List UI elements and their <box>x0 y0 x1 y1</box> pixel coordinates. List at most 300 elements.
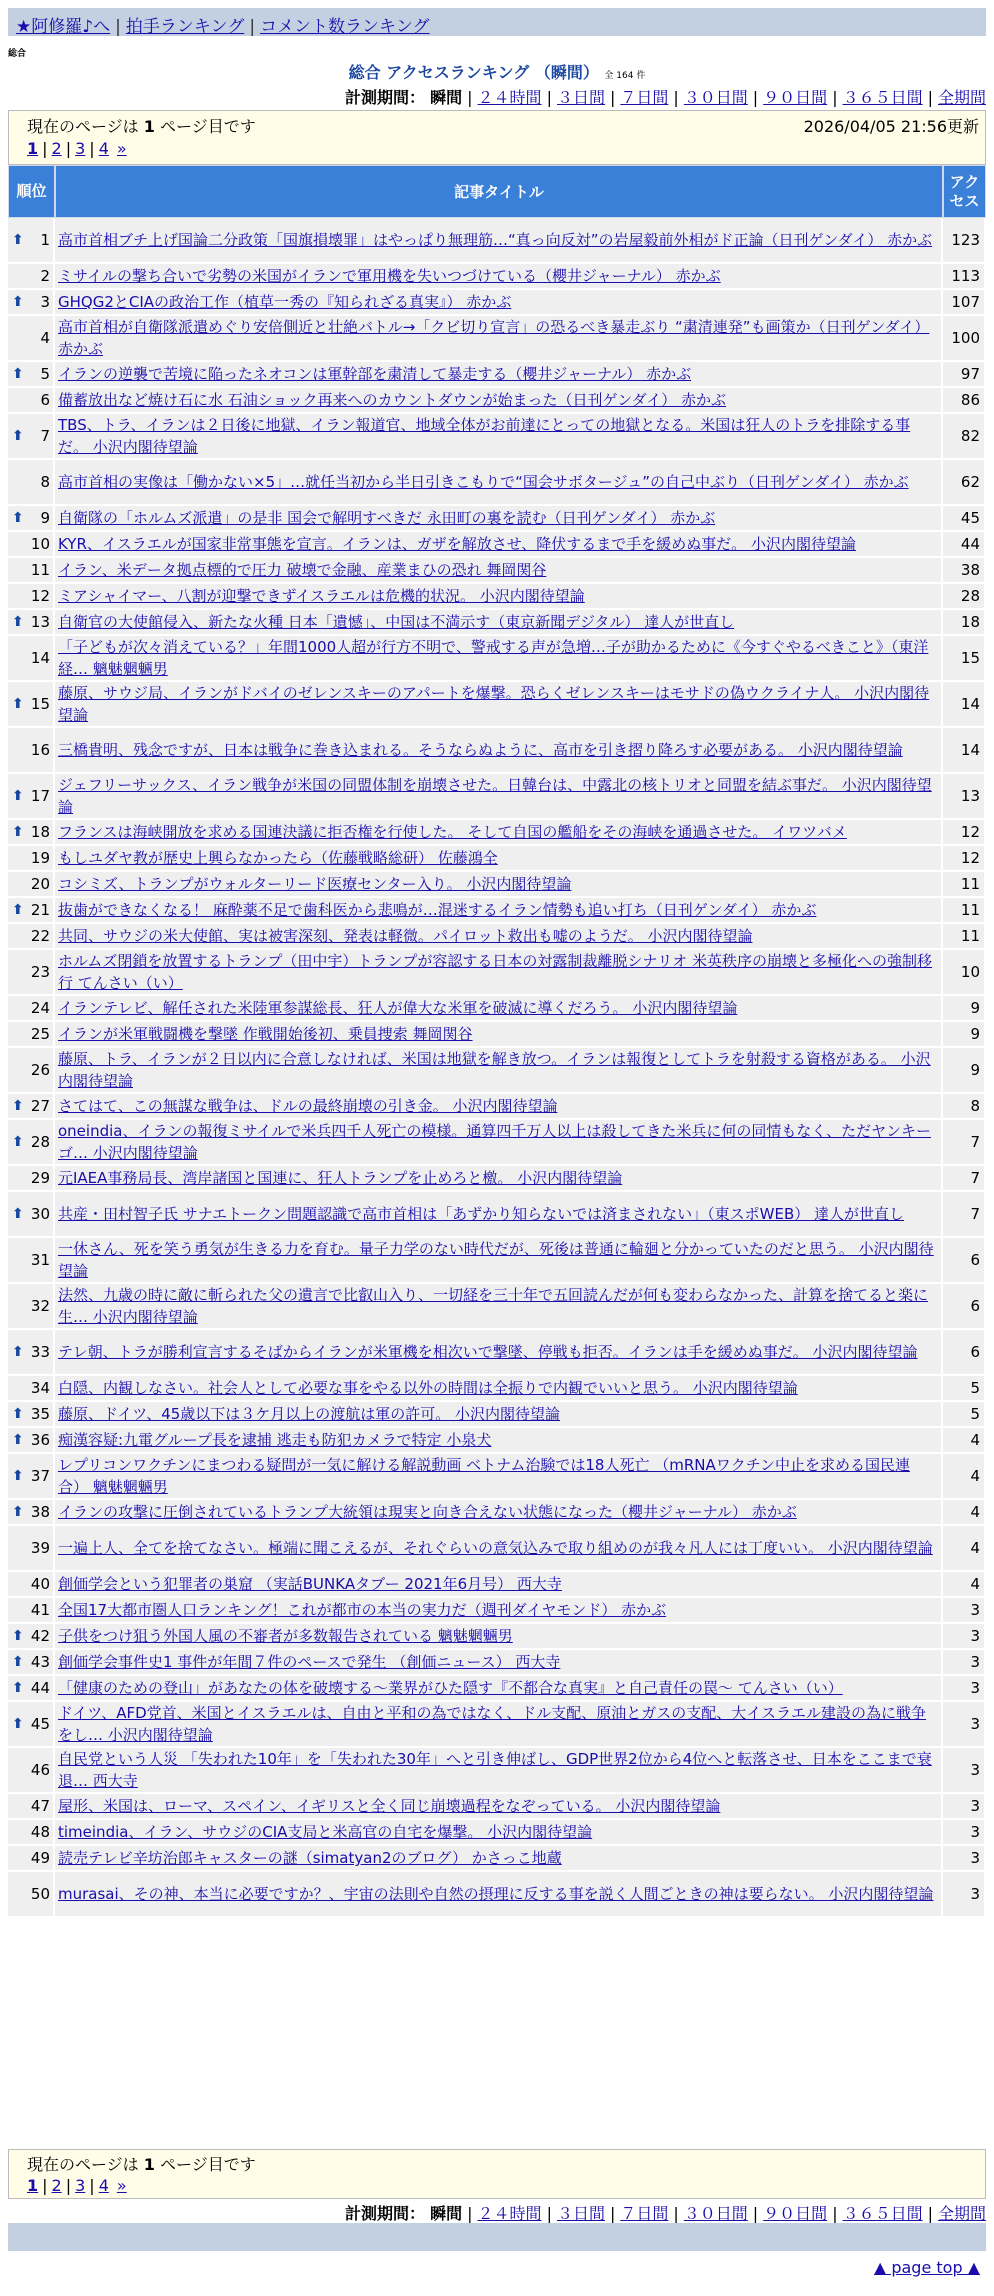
title-cell <box>55 1794 943 1820</box>
title-cell <box>55 1748 943 1794</box>
rank-cell <box>8 846 55 872</box>
rank-cell <box>8 1376 55 1402</box>
article-title-link[interactable]: 藤原、サウジ局、イランがドバイのゼレンスキーのアパートを爆撃。恐らくゼレンスキーはモサドの偽ウクライナ人。 小沢内閣待望論 <box>58 684 930 724</box>
pager-page-2[interactable]: 2 <box>51 2176 62 2195</box>
access-count: 11 <box>943 924 986 950</box>
period-link-30d[interactable]: ３０日間 <box>683 2204 748 2223</box>
rank-number: 18 <box>30 823 50 841</box>
rank-cell <box>8 872 55 898</box>
access-count: 5 <box>943 1402 986 1428</box>
rank-number: 13 <box>30 613 50 631</box>
article-title-link[interactable]: 高市首相が自衛隊派遣めぐり安倍側近と壮絶バトル→「クビ切り宣言」の恐るべき暴走ぶり “粛清連発”も画策か（日刊ゲンダイ） 赤かぶ <box>58 318 930 358</box>
rank-cell <box>8 1794 55 1820</box>
rank-number: 10 <box>30 535 50 553</box>
rank-cell <box>8 316 55 362</box>
access-count: 3 <box>943 1676 986 1702</box>
article-title-link[interactable]: レプリコンワクチンにまつわる疑問が一気に解ける解説動画 ベトナム治験では18人死亡 （mRNAワクチン中止を求める国民連合） 魑魅魍魎男 <box>58 1456 910 1496</box>
rank-number: 25 <box>30 1025 50 1043</box>
rank-number: 32 <box>30 1297 50 1315</box>
title-cell <box>55 1676 943 1702</box>
article-title-link[interactable]: 屋形、米国は、ローマ、スペイン、イギリスと全く同じ崩壊過程をなぞっている。 小沢内閣待望論 <box>58 1797 721 1815</box>
table-row <box>8 1022 986 1048</box>
current-page-text: 現在のページは 1 ページ目です <box>27 117 256 136</box>
period-link-3d[interactable]: ３日間 <box>556 2204 605 2223</box>
period-link-365d[interactable]: ３６５日間 <box>842 88 923 107</box>
article-title-link[interactable]: 子供をつけ狙う外国人風の不審者が多数報告されている 魑魅魍魎男 <box>58 1627 513 1645</box>
title-cell <box>55 264 943 290</box>
up-arrow-icon: ⬆ <box>12 1432 24 1448</box>
article-title-link[interactable]: 共同、サウジの米大使館、実は被害深刻、発表は軽微。パイロット救出も嘘のようだ。 小沢内閣待望論 <box>58 927 753 945</box>
table-row <box>8 1094 986 1120</box>
pager-page-4[interactable]: 4 <box>98 2176 109 2195</box>
title-cell <box>55 1624 943 1650</box>
table-row <box>8 460 986 506</box>
rank-number: 3 <box>40 293 50 311</box>
access-count: 7 <box>943 1166 986 1192</box>
article-title-link[interactable]: 「子どもが次々消えている？」年間1000人超が行方不明で、警戒する声が急増…子が助かるために《今すぐやるべきこと》（東洋経… 魑魅魍魎男 <box>58 638 929 678</box>
access-count: 3 <box>943 1702 986 1748</box>
pager-page-4[interactable]: 4 <box>98 139 109 158</box>
rank-cell <box>8 774 55 820</box>
period-selector-top: 計測期間： 瞬間 | ２４時間 | ３日間 | ７日間 | ３０日間 | ９０日間 | ３６５日間 | 全期間 <box>345 88 986 107</box>
rank-cell <box>8 1500 55 1526</box>
article-title-link[interactable]: フランスは海峡開放を求める国連決議に拒否権を行使した。 そして自国の艦船をその海峡を通過させた。 イワツバメ <box>58 823 847 841</box>
article-title-link[interactable]: ジェフリーサックス、イラン戦争が米国の同盟体制を崩壊させた。日韓台は、中露北の核トリオと同盟を結ぶ事だ。 小沢内閣待望論 <box>58 776 932 816</box>
rank-cell <box>8 1676 55 1702</box>
col-title-header: 記事タイトル <box>55 165 943 218</box>
up-arrow-icon: ⬆ <box>12 1654 24 1670</box>
title-cell <box>55 1120 943 1166</box>
title-cell <box>55 950 943 996</box>
table-row <box>8 950 986 996</box>
table-row <box>8 506 986 532</box>
access-count: 45 <box>943 506 986 532</box>
access-count: 9 <box>943 996 986 1022</box>
title-cell <box>55 1820 943 1846</box>
title-cell <box>55 532 943 558</box>
access-count: 5 <box>943 1376 986 1402</box>
rank-cell <box>8 1048 55 1094</box>
rank-cell <box>8 1598 55 1624</box>
period-link-24h[interactable]: ２４時間 <box>477 2204 542 2223</box>
access-count: 11 <box>943 898 986 924</box>
page-info-bottom <box>8 2149 986 2199</box>
rank-number: 9 <box>40 509 50 527</box>
title-cell <box>55 820 943 846</box>
table-row <box>8 532 986 558</box>
rank-cell <box>8 682 55 728</box>
title-cell <box>55 1376 943 1402</box>
title-cell <box>55 218 943 264</box>
pager-page-2[interactable]: 2 <box>51 139 62 158</box>
title-cell <box>55 924 943 950</box>
rank-number: 37 <box>30 1467 50 1485</box>
rank-cell <box>8 1624 55 1650</box>
title-cell <box>55 1702 943 1748</box>
table-row <box>8 1872 986 1918</box>
title-cell <box>55 1330 943 1376</box>
title-cell <box>55 1022 943 1048</box>
rank-cell <box>8 1284 55 1330</box>
ranking-title <box>0 60 994 83</box>
title-cell <box>55 1192 943 1238</box>
rank-cell <box>8 1526 55 1572</box>
rank-cell <box>8 1166 55 1192</box>
article-title-link[interactable]: 法然、九歳の時に敵に斬られた父の遺言で比叡山入り、一切経を三十年で五回読んだが何も変わらなかった、計算を捨てると楽に生… 小沢内閣待望論 <box>58 1286 929 1326</box>
rank-number: 41 <box>30 1601 50 1619</box>
rank-number: 5 <box>40 365 50 383</box>
up-arrow-icon: ⬆ <box>12 1344 24 1360</box>
up-arrow-icon: ⬆ <box>12 614 24 630</box>
access-count: 10 <box>943 950 986 996</box>
up-arrow-icon: ⬆ <box>12 1628 24 1644</box>
rank-cell <box>8 1428 55 1454</box>
rank-number: 17 <box>30 787 50 805</box>
up-arrow-icon: ⬆ <box>12 1716 24 1732</box>
article-title-link[interactable]: 高市首相の実像は「働かない×5」…就任当初から半日引きこもりで“国会サボタージュ”の自己中ぶり（日刊ゲンダイ） 赤かぶ <box>58 473 909 491</box>
access-count: 113 <box>943 264 986 290</box>
rank-number: 50 <box>30 1885 50 1903</box>
table-row <box>8 584 986 610</box>
article-title-link[interactable]: もしユダヤ教が歴史上興らなかったら（佐藤戦略総研） 佐藤鴻全 <box>58 849 498 867</box>
col-rank-header: 順位 <box>8 165 55 218</box>
article-title-link[interactable]: 三橋貴明、残念ですが、日本は戦争に巻き込まれる。そうならぬように、高市を引き摺り降ろす必要がある。 小沢内閣待望論 <box>58 741 903 759</box>
rank-number: 14 <box>30 649 50 667</box>
bottom-bar <box>8 2223 986 2251</box>
current-page-text-bottom: 現在のページは 1 ページ目です <box>27 2155 256 2174</box>
period-link-all[interactable]: 全期間 <box>937 2204 986 2223</box>
table-row <box>8 1846 986 1872</box>
access-count: 14 <box>943 728 986 774</box>
title-cell <box>55 558 943 584</box>
table-row <box>8 1748 986 1794</box>
rank-number: 4 <box>40 329 50 347</box>
table-row <box>8 924 986 950</box>
rank-cell <box>8 362 55 388</box>
access-count: 18 <box>943 610 986 636</box>
access-count: 3 <box>943 1748 986 1794</box>
pager-page-3[interactable]: 3 <box>75 2176 86 2195</box>
article-title-link[interactable]: 自民党という人災 「失われた10年」を「失われた30年」へと引き伸ばし、GDP世界2位から4位へと転落させ、日本をここまで衰退… 西大寺 <box>58 1750 932 1790</box>
pager-next[interactable]: » <box>116 139 127 158</box>
access-count: 123 <box>943 218 986 264</box>
table-row <box>8 610 986 636</box>
article-title-link[interactable]: ミアシャイマー、八割が迎撃できずイスラエルは危機的状況。 小沢内閣待望論 <box>58 587 585 605</box>
title-cell <box>55 1428 943 1454</box>
rank-number: 47 <box>30 1797 50 1815</box>
rank-number: 43 <box>30 1653 50 1671</box>
title-cell <box>55 728 943 774</box>
table-row <box>8 264 986 290</box>
rank-number: 27 <box>30 1097 50 1115</box>
rank-cell <box>8 1192 55 1238</box>
up-arrow-icon: ⬆ <box>12 824 24 840</box>
rank-cell <box>8 1650 55 1676</box>
title-cell <box>55 1238 943 1284</box>
category-label: 総合 <box>8 49 27 59</box>
table-row <box>8 636 986 682</box>
period-link-7d[interactable]: ７日間 <box>620 88 669 107</box>
title-cell <box>55 846 943 872</box>
table-row <box>8 218 986 264</box>
article-title-link[interactable]: oneindia、イランの報復ミサイルで米兵四千人死亡の模様。通算四千万人以上は殺してきた米兵に何の同情もなく、ただヤンキーゴ… 小沢内閣待望論 <box>58 1122 931 1162</box>
rank-number: 45 <box>30 1715 50 1733</box>
table-row <box>8 1192 986 1238</box>
period-link-365d[interactable]: ３６５日間 <box>842 2204 923 2223</box>
title-cell <box>55 774 943 820</box>
rank-cell <box>8 1022 55 1048</box>
article-title-link[interactable]: コシミズ、トランプがウォルターリード医療センター入り。 小沢内閣待望論 <box>58 875 572 893</box>
access-count: 3 <box>943 1624 986 1650</box>
title-cell <box>55 872 943 898</box>
up-arrow-icon: ⬆ <box>12 428 24 444</box>
rank-number: 35 <box>30 1405 50 1423</box>
article-title-link[interactable]: 読売テレビ辛坊治郎キャスターの謎（simatyan2のブログ） かさっこ地蔵 <box>58 1849 562 1867</box>
table-row <box>8 414 986 460</box>
pager-page-1[interactable]: 1 <box>27 139 39 158</box>
rank-number: 26 <box>30 1061 50 1079</box>
rank-cell <box>8 996 55 1022</box>
article-title-link[interactable]: 「健康のための登山」があなたの体を破壊する〜業界がひた隠す『不都合な真実』と自己責任の罠〜 てんさい（い） <box>58 1679 843 1697</box>
article-title-link[interactable]: 痴漢容疑:九電グループ長を逮捕 逃走も防犯カメラで特定 小泉犬 <box>58 1431 492 1449</box>
rank-number: 22 <box>30 927 50 945</box>
table-row <box>8 872 986 898</box>
up-arrow-icon: ⬆ <box>12 510 24 526</box>
title-cell <box>55 1872 943 1918</box>
rank-number: 40 <box>30 1575 50 1593</box>
article-title-link[interactable]: 藤原、トラ、イランが２日以内に合意しなければ、米国は地獄を解き放つ。イランは報復としてトラを射殺する資格がある。 小沢内閣待望論 <box>58 1050 931 1090</box>
title-cell <box>55 1094 943 1120</box>
rank-number: 7 <box>40 427 50 445</box>
article-title-link[interactable]: 白隠、内観しなさい。社会人として必要な事をやる以外の時間は全振りで内観でいいと思う。 小沢内閣待望論 <box>58 1379 798 1397</box>
period-link-90d[interactable]: ９０日間 <box>763 2204 828 2223</box>
rank-cell <box>8 218 55 264</box>
access-count: 3 <box>943 1872 986 1918</box>
up-arrow-icon: ⬆ <box>12 902 24 918</box>
table-row <box>8 846 986 872</box>
article-title-link[interactable]: 一遍上人、全てを捨てなさい。極端に聞こえるが、それぐらいの意気込みで取り組めのが我々凡人には丁度いい。 小沢内閣待望論 <box>58 1539 933 1557</box>
access-count: 28 <box>943 584 986 610</box>
rank-cell <box>8 820 55 846</box>
up-arrow-icon: ⬆ <box>12 232 24 248</box>
article-title-link[interactable]: 創価学会事件史1 事件が年間７件のペースで発生 （創価ニュース） 西大寺 <box>58 1653 561 1671</box>
period-instant-current: 瞬間 <box>430 88 463 107</box>
article-title-link[interactable]: TBS、トラ、イランは２日後に地獄、イラン報道官、地域全体がお前達にとっての地獄となる。米国は狂人のトラを排除する事だ。 小沢内閣待望論 <box>58 416 911 456</box>
table-row <box>8 898 986 924</box>
article-title-link[interactable]: 抜歯ができなくなる！ 麻酔薬不足で歯科医から悲鳴が…混迷するイラン情勢も追い打ち（日刊ゲンダイ） 赤かぶ <box>58 901 817 919</box>
access-count: 44 <box>943 532 986 558</box>
pager-bottom: 1 | 2 | 3 | 4 » <box>27 2176 127 2195</box>
period-link-7d[interactable]: ７日間 <box>620 2204 669 2223</box>
rank-cell <box>8 506 55 532</box>
access-count: 107 <box>943 290 986 316</box>
access-count: 6 <box>943 1330 986 1376</box>
access-count: 38 <box>943 558 986 584</box>
access-count: 100 <box>943 316 986 362</box>
rank-cell <box>8 1572 55 1598</box>
access-count: 12 <box>943 820 986 846</box>
article-title-link[interactable]: timeindia、イラン、サウジのCIA支局と米高官の自宅を爆撃。 小沢内閣待望論 <box>58 1823 593 1841</box>
article-title-link[interactable]: 備蓄放出など焼け石に水 石油ショック再来へのカウントダウンが始まった（日刊ゲンダイ） 赤かぶ <box>58 391 727 409</box>
period-link-30d[interactable]: ３０日間 <box>683 88 748 107</box>
up-arrow-icon: ⬆ <box>12 1680 24 1696</box>
rank-number: 39 <box>30 1539 50 1557</box>
article-title-link[interactable]: 一休さん、死を笑う勇気が生きる力を育む。量子力学のない時代だが、死後は普通に輪廻と分かっていたのだと思う。 小沢内閣待望論 <box>58 1240 934 1280</box>
rank-cell <box>8 1330 55 1376</box>
article-title-link[interactable]: ドイツ、AFD党首、米国とイスラエルは、自由と平和の為ではなく、ドル支配、原油とガスの支配、大イスラエル建設の為に戦争をし… 小沢内閣待望論 <box>58 1704 927 1744</box>
access-count: 4 <box>943 1428 986 1454</box>
article-title-link[interactable]: イランが米軍戦闘機を撃墜 作戦開始後初、乗員捜索 舞岡関谷 <box>58 1025 473 1043</box>
article-title-link[interactable]: 自衛官の大使館侵入、新たな火種 日本「遺憾」、中国は不満示す（東京新聞デジタル） 達人が世直し <box>58 613 735 631</box>
access-count: 6 <box>943 1284 986 1330</box>
pager-page-1[interactable]: 1 <box>27 2176 39 2195</box>
article-title-link[interactable]: ホルムズ閉鎖を放置するトランプ（田中宇）トランプが容認する日本の対露制裁離脱シナリオ 米英秩序の崩壊と多極化への強制移行 てんさい（い） <box>58 952 933 992</box>
page-top-link[interactable]: ▲ page top ▲ <box>873 2258 980 2277</box>
rank-number: 33 <box>30 1343 50 1361</box>
article-title-link[interactable]: 自衛隊の「ホルムズ派遣」の是非 国会で解明すべきだ 永田町の裏を読む（日刊ゲンダイ） 赤かぶ <box>58 509 716 527</box>
title-cell <box>55 682 943 728</box>
table-row <box>8 774 986 820</box>
up-arrow-icon: ⬆ <box>12 696 24 712</box>
title-cell <box>55 898 943 924</box>
rank-cell <box>8 898 55 924</box>
article-title-link[interactable]: イランの逆襲で苦境に陥ったネオコンは軍幹部を粛清して暴走する（櫻井ジャーナル） 赤かぶ <box>58 365 692 383</box>
title-cell <box>55 316 943 362</box>
period-selector-bottom: 計測期間： 瞬間 | ２４時間 | ３日間 | ７日間 | ３０日間 | ９０日間 | ３６５日間 | 全期間 <box>345 2204 986 2223</box>
rank-number: 20 <box>30 875 50 893</box>
table-row <box>8 558 986 584</box>
pager-top: 1 | 2 | 3 | 4 » <box>27 139 127 158</box>
table-row <box>8 388 986 414</box>
period-link-3d[interactable]: ３日間 <box>556 88 605 107</box>
table-row <box>8 290 986 316</box>
access-count: 82 <box>943 414 986 460</box>
article-title-link[interactable]: KYR、イスラエルが国家非常事態を宣言。イランは、ガザを解放させ、降伏するまで手を緩めぬ事だ。 小沢内閣待望論 <box>58 535 857 553</box>
rank-number: 46 <box>30 1761 50 1779</box>
article-title-link[interactable]: 元IAEA事務局長、湾岸諸国と国連に、狂人トランプを止めろと檄。 小沢内閣待望論 <box>58 1169 623 1187</box>
up-arrow-icon: ⬆ <box>12 1406 24 1422</box>
access-count: 4 <box>943 1526 986 1572</box>
title-cell <box>55 1500 943 1526</box>
title-cell <box>55 1598 943 1624</box>
nav-link-clap-ranking[interactable]: 拍手ランキング <box>125 17 245 37</box>
pager-page-3[interactable]: 3 <box>75 139 86 158</box>
article-title-link[interactable]: 高市首相ブチ上げ国論二分政策「国旗損壊罪」はやっぱり無理筋…“真っ向反対”の岩屋毅前外相がド正論（日刊ゲンダイ） 赤かぶ <box>58 231 933 249</box>
update-datetime: 2026/04/05 21:56更新 <box>803 117 979 136</box>
rank-number: 42 <box>30 1627 50 1645</box>
rank-cell <box>8 414 55 460</box>
table-row <box>8 1500 986 1526</box>
article-title-link[interactable]: 全国17大都市圏人口ランキング！これが都市の本当の実力だ（週刊ダイヤモンド） 赤かぶ <box>58 1601 667 1619</box>
rank-number: 16 <box>30 741 50 759</box>
rank-cell <box>8 1094 55 1120</box>
rank-number: 49 <box>30 1849 50 1867</box>
table-row <box>8 1428 986 1454</box>
nav-link-comment-ranking[interactable]: コメント数ランキング <box>260 17 430 37</box>
table-row <box>8 1794 986 1820</box>
title-cell <box>55 1846 943 1872</box>
page-info-top <box>8 110 986 165</box>
access-count: 14 <box>943 682 986 728</box>
rank-number: 15 <box>30 695 50 713</box>
rank-cell <box>8 1846 55 1872</box>
article-title-link[interactable]: テレ朝、トラが勝利宣言するそばからイランが米軍機を相次いで撃墜、停戦も拒否。イランは手を緩めぬ事だ。 小沢内閣待望論 <box>58 1343 918 1361</box>
rank-number: 1 <box>40 231 50 249</box>
rank-cell <box>8 1120 55 1166</box>
access-count: 7 <box>943 1192 986 1238</box>
title-cell <box>55 1572 943 1598</box>
article-title-link[interactable]: ミサイルの撃ち合いで劣勢の米国がイランで軍用機を失いつづけている（櫻井ジャーナル） 赤かぶ <box>58 267 721 285</box>
article-title-link[interactable]: 創価学会という犯罪者の巣窟 （実話BUNKAタブー 2021年6月号） 西大寺 <box>58 1575 562 1593</box>
rank-cell <box>8 584 55 610</box>
rank-cell <box>8 264 55 290</box>
table-header <box>8 165 986 218</box>
rank-cell <box>8 388 55 414</box>
access-count: 6 <box>943 1238 986 1284</box>
access-count: 3 <box>943 1598 986 1624</box>
title-cell <box>55 1166 943 1192</box>
nav-link-asyura[interactable]: ★阿修羅♪へ <box>16 17 111 37</box>
table-row <box>8 1238 986 1284</box>
title-cell <box>55 1454 943 1500</box>
article-title-link[interactable]: イランテレビ、解任された米陸軍参謀総長、狂人が偉大な米軍を破滅に導くだろう。 小沢内閣待望論 <box>58 999 738 1017</box>
access-count: 4 <box>943 1454 986 1500</box>
pager-next[interactable]: » <box>116 2176 127 2195</box>
up-arrow-icon: ⬆ <box>12 1206 24 1222</box>
article-title-link[interactable]: さてはて、この無謀な戦争は、ドルの最終崩壊の引き金。 小沢内閣待望論 <box>58 1097 558 1115</box>
access-count: 15 <box>943 636 986 682</box>
nav-separator: | <box>249 17 256 37</box>
top-nav <box>8 8 986 36</box>
rank-number: 30 <box>30 1205 50 1223</box>
rank-number: 38 <box>30 1503 50 1521</box>
article-title-link[interactable]: GHQG2とCIAの政治工作（植草一秀の『知られざる真実』） 赤かぶ <box>58 293 512 311</box>
article-title-link[interactable]: イランの攻撃に圧倒されているトランプ大統領は現実と向き合えない状態になった（櫻井ジャーナル） 赤かぶ <box>58 1503 797 1521</box>
period-instant-current: 瞬間 <box>430 2204 463 2223</box>
period-link-90d[interactable]: ９０日間 <box>763 88 828 107</box>
rank-number: 23 <box>30 963 50 981</box>
ranking-title-text: 総合 アクセスランキング （瞬間） <box>348 63 599 82</box>
rank-cell <box>8 1748 55 1794</box>
table-row <box>8 1598 986 1624</box>
article-title-link[interactable]: イラン、米データ拠点標的で圧力 破壊で金融、産業まひの恐れ 舞岡関谷 <box>58 561 547 579</box>
table-row <box>8 820 986 846</box>
article-title-link[interactable]: murasai、その神、本当に必要ですか？、宇宙の法則や自然の摂理に反する事を説く人間ごときの神は要らない。 小沢内閣待望論 <box>58 1885 934 1903</box>
article-title-link[interactable]: 共産・田村智子氏 サナエトークン問題認識で高市首相は「あずかり知らないでは済まされない」（東スポWEB） 達人が世直し <box>58 1205 905 1223</box>
up-arrow-icon: ⬆ <box>12 1098 24 1114</box>
access-count: 9 <box>943 1022 986 1048</box>
rank-cell <box>8 1872 55 1918</box>
rank-number: 28 <box>30 1133 50 1151</box>
article-title-link[interactable]: 藤原、ドイツ、45歳以下は３ケ月以上の渡航は軍の許可。 小沢内閣待望論 <box>58 1405 561 1423</box>
title-cell <box>55 290 943 316</box>
table-row <box>8 1526 986 1572</box>
table-row <box>8 1284 986 1330</box>
access-count: 4 <box>943 1572 986 1598</box>
table-row <box>8 1048 986 1094</box>
title-cell <box>55 414 943 460</box>
title-cell <box>55 388 943 414</box>
rank-number: 12 <box>30 587 50 605</box>
title-cell <box>55 1526 943 1572</box>
title-cell <box>55 996 943 1022</box>
access-count: 62 <box>943 460 986 506</box>
table-row <box>8 1330 986 1376</box>
rank-number: 21 <box>30 901 50 919</box>
period-link-24h[interactable]: ２４時間 <box>477 88 542 107</box>
access-count: 13 <box>943 774 986 820</box>
period-link-all[interactable]: 全期間 <box>937 88 986 107</box>
